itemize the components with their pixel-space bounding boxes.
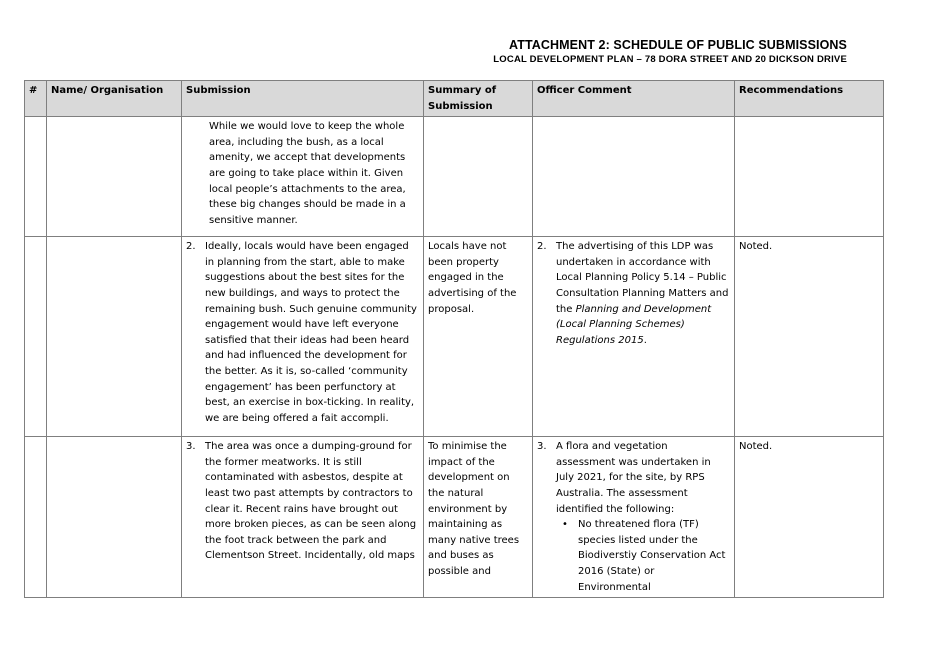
officer-comment-cell <box>533 117 735 237</box>
number-cell <box>25 117 47 237</box>
officer-comment-cell <box>533 237 735 437</box>
number-cell <box>25 437 47 598</box>
summary-cell <box>424 437 533 598</box>
column-header-name: Name/ Organisation <box>47 81 182 117</box>
recommendation-cell <box>735 437 884 598</box>
comment-bullet-item: • No threatened flora (TF) species listed under the Biodiverstiy Conservation Act 2016 (State) or Environmental <box>556 517 730 595</box>
comment-text: The advertising of this LDP was undertaken in accordance with Local Planning Policy 5.14 – Public Consultation Planning Matters and the Planning and Development (Local Planning Schemes) Regulations 2015. <box>556 241 729 346</box>
document-subtitle: LOCAL DEVELOPMENT PLAN – 78 DORA STREET AND 20 DICKSON DRIVE <box>493 54 847 65</box>
name-cell <box>47 437 182 598</box>
submission-number: 3. <box>186 441 196 453</box>
name-cell <box>47 117 182 237</box>
officer-comment-cell <box>533 437 735 598</box>
submission-text: Ideally, locals would have been engaged in planning from the start, able to make suggestions about the best sites for the new buildings, and ways to protect the remaining bush. Such genuine community engagement would have left everyone satisfied that their ideas had been heard and had influenced the development for the better. As it is, so-called ‘community engagement’ has been perfunctory at best, an exercise in box-ticking. In reality, we are being offered a fait accompli. <box>205 241 417 424</box>
comment-regulation-title: Planning and Development (Local Planning Schemes) Regulations 2015 <box>556 303 712 346</box>
recommendation-cell <box>735 237 884 437</box>
comment-number: 3. <box>537 441 547 453</box>
column-header-submission: Submission <box>182 81 424 117</box>
submission-text: The area was once a dumping-ground for the former meatworks. It is still contaminated with asbestos, despite at least two past attempts by contractors to clear it. Recent rains have brought out more broken pieces, as can be seen along the foot track between the park and Clementson Street. Incidentally, old maps <box>205 441 417 562</box>
document-title: ATTACHMENT 2: SCHEDULE OF PUBLIC SUBMISSIONS <box>509 38 847 52</box>
summary-cell <box>424 237 533 437</box>
submission-number: 2. <box>186 241 196 253</box>
column-header-summary: Summary of Submission <box>424 81 533 117</box>
comment-text: A flora and vegetation assessment was undertaken in July 2021, for the site, by RPS Australia. The assessment identified the following: • No threatened flora (TF) species listed under the Biodiverstiy Conservation Act 2016 (State) or Environmental <box>556 439 730 595</box>
submissions-table <box>24 80 884 598</box>
column-header-officer-comment: Officer Comment <box>533 81 735 117</box>
comment-number: 2. <box>537 241 547 253</box>
table-row <box>25 117 884 237</box>
table-row <box>25 237 884 437</box>
submission-cell <box>182 237 424 437</box>
summary-text: Locals have not been property engaged in the advertising of the proposal. <box>428 241 517 315</box>
recommendation-cell <box>735 117 884 237</box>
recommendation-text: Noted. <box>739 241 773 253</box>
submission-cell <box>182 117 424 237</box>
submission-cell <box>182 437 424 598</box>
bullet-icon: • <box>562 519 568 531</box>
column-header-number: # <box>25 81 47 117</box>
summary-cell <box>424 117 533 237</box>
number-cell <box>25 237 47 437</box>
submission-text: While we would love to keep the whole area, including the bush, as a local amenity, we accept that developments are going to take place within it. Given local people’s attachments to the area, these big changes should be made in a sensitive manner. <box>209 121 406 226</box>
recommendation-text: Noted. <box>739 441 773 453</box>
summary-text: To minimise the impact of the development on the natural environment by maintaining as many native trees and buses as possible and <box>428 441 520 577</box>
table-header-row <box>25 81 884 117</box>
table-row <box>25 437 884 598</box>
column-header-recommendations: Recommendations <box>735 81 884 117</box>
name-cell <box>47 237 182 437</box>
